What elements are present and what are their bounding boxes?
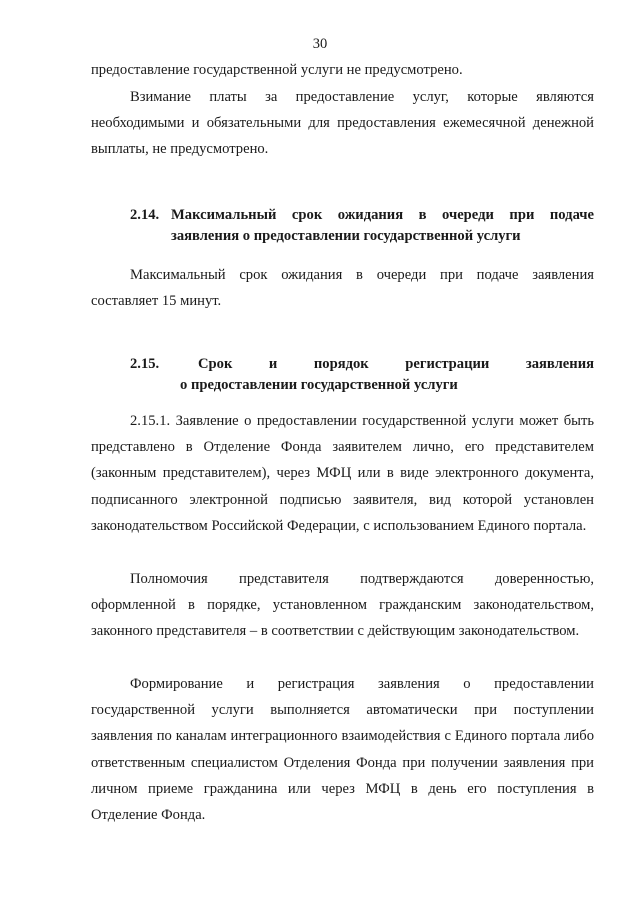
paragraph-text: Максимальный срок ожидания в очереди при подаче заявления составляет 15 минут. [91, 267, 594, 310]
section-title-line: заявления о предоставлении государственной услуги [171, 228, 521, 244]
paragraph-registration [91, 671, 594, 828]
paragraph-fee [91, 84, 594, 163]
paragraph-wait-time [91, 262, 594, 314]
paragraph-text: предоставление государственной услуги не предусмотрено. [91, 62, 463, 78]
page-number: 30 [312, 36, 328, 52]
section-title-line: Максимальный срок ожидания в очереди при подаче [171, 207, 594, 223]
paragraph-authority [91, 566, 594, 645]
paragraph-text: Полномочия представителя подтверждаются доверенностью, оформленной в порядке, установленном гражданским законодательством, законного представителя – в соответствии с действующим законодательством. [91, 571, 594, 640]
paragraph-2-15-1 [91, 408, 594, 539]
section-number: 2.15. [130, 356, 160, 372]
section-heading-2-15 [91, 354, 594, 396]
paragraph-text: Формирование и регистрация заявления о предоставлении государственной услуги выполняется автоматически при поступлении заявления по каналам интеграционного взаимодействия с Единого портала либо ответственным специалистом Отделения Фонда при получении заявления при личном приеме гражданина или через МФЦ в день его поступления в Отделение Фонда. [91, 676, 594, 824]
section-number: 2.14. [130, 207, 160, 223]
paragraph-text: 2.15.1. Заявление о предоставлении государственной услуги может быть представлено в Отделение Фонда заявителем лично, его представителем (законным представителем), через МФЦ или в виде электронного документа, подписанного электронной подписью заявителя, вид которой установлен законодательством Российской Федерации, с использованием Единого портала. [91, 413, 594, 534]
paragraph-continuation [91, 57, 594, 83]
section-title-line: о предоставлении государственной услуги [180, 377, 458, 393]
section-heading-2-14 [91, 205, 594, 247]
section-title-line: Срок и порядок регистрации заявления [198, 356, 594, 372]
paragraph-text: Взимание платы за предоставление услуг, которые являются необходимыми и обязательными для предоставления ежемесячной денежной выплаты, не предусмотрено. [91, 89, 594, 158]
